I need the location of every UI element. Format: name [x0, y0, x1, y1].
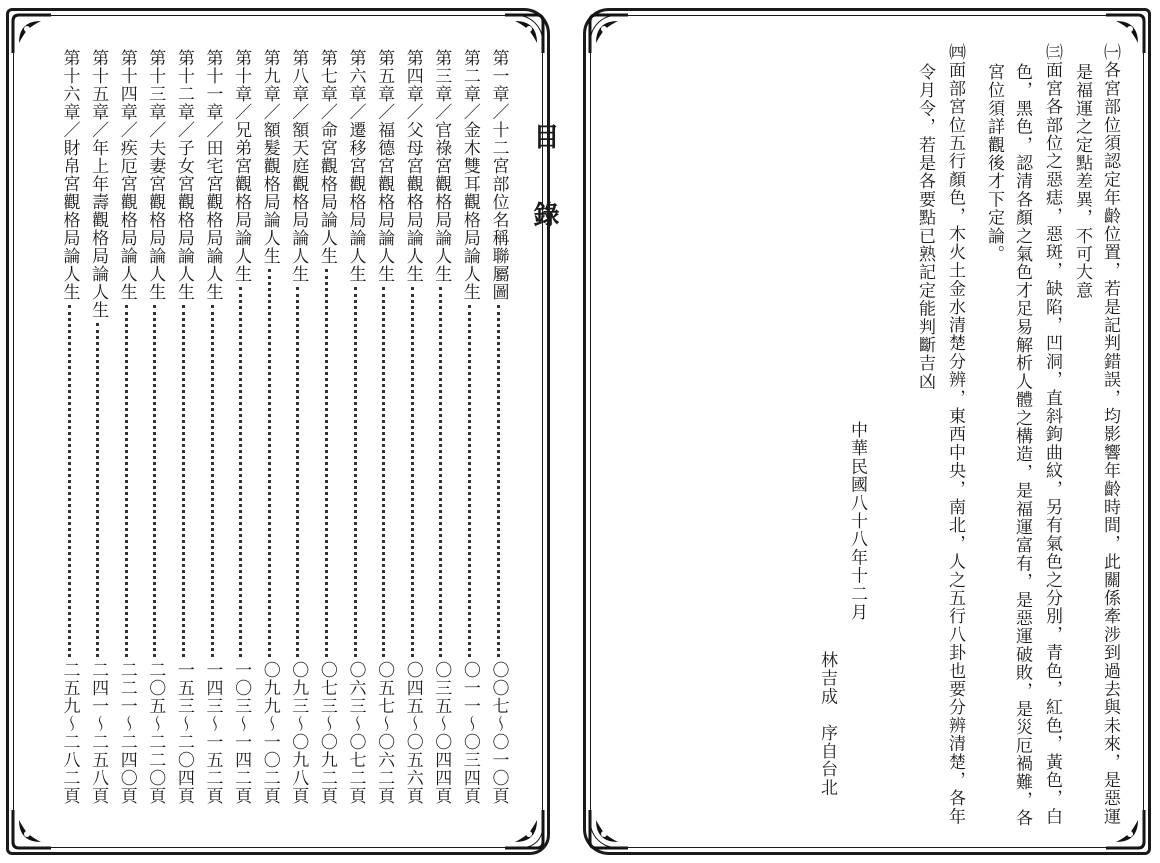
preface-line: 色，黑色，認清各顏之氣色才足易解析人體之構造，是福運富有，是惡運破敗，是災厄禍難，各	[1012, 63, 1032, 828]
toc-entry	[142, 49, 168, 805]
toc-entry	[342, 49, 368, 805]
toc-entry-title: 第十一章／田宅宮觀格局論人生	[202, 49, 223, 301]
toc-entry-title: 第十六章／財帛宮觀格局論人生	[59, 49, 80, 301]
toc-entry-pages: 〇九三〜〇九八頁	[288, 661, 309, 805]
toc-entry-pages: 〇九九〜一〇二頁	[259, 661, 280, 805]
toc-leader-dots	[153, 305, 156, 657]
toc-entry-title: 第三章／官祿宮觀格局論人生	[431, 49, 452, 283]
toc-leader-dots	[497, 305, 500, 657]
toc-entry	[399, 49, 425, 805]
toc-entry-pages: 一四三〜一五二頁	[202, 661, 223, 805]
toc-entry	[485, 49, 511, 805]
preface-line: ㈠各宮部位須認定年齡位置，若是記判錯誤，均影響年齡時間，此關係牽涉到過去與未來，是惡運	[1100, 43, 1120, 826]
toc-entry-title: 第十章／兄弟宮觀格局論人生	[231, 49, 252, 283]
toc-entry	[371, 49, 397, 805]
toc-entry-title: 第二章／金木雙耳觀格局論人生	[459, 49, 480, 301]
toc-leader-dots	[125, 305, 128, 657]
toc-entry	[256, 49, 282, 805]
toc-title: 目錄	[529, 123, 559, 279]
toc-entry	[285, 49, 311, 805]
toc-entry-pages: 二五九〜二八二頁	[59, 661, 80, 805]
toc-entry-pages: 〇四五〜〇五六頁	[402, 661, 423, 805]
preface-line: ㈣面部宮位五行顏色，木火土金水清楚分辨，東西中央，南北，人之五行八卦也要分辨清楚，各年	[945, 43, 965, 826]
corner-ornament-icon	[588, 808, 630, 850]
toc-entry-pages: 〇三五〜〇四四頁	[431, 661, 452, 805]
toc-entry-pages: 一〇三〜一四二頁	[231, 661, 252, 805]
preface-page	[583, 8, 1151, 855]
toc-entry	[170, 49, 196, 805]
toc-entry-title: 第十二章／子女宮觀格局論人生	[173, 49, 194, 301]
toc-entry	[85, 49, 111, 805]
preface-signature: 林吉成 序自台北	[817, 651, 837, 797]
toc-entry-title: 第九章／額髮觀格局論人生	[259, 49, 280, 265]
toc-entry-pages: 〇〇七〜〇一〇頁	[488, 661, 509, 805]
preface-line: 宮位須詳觀後才下定論。	[984, 63, 1004, 264]
toc-leader-dots	[211, 305, 214, 657]
toc-entry	[313, 49, 339, 805]
toc-entry	[228, 49, 254, 805]
corner-ornament-icon	[503, 808, 545, 850]
corner-ornament-icon	[11, 13, 53, 55]
toc-leader-dots	[354, 287, 357, 657]
toc-leader-dots	[382, 287, 385, 657]
toc-entry-title: 第十三章／夫妻宮觀格局論人生	[145, 49, 166, 301]
toc-entry-title: 第五章／福德宮觀格局論人生	[374, 49, 395, 283]
toc-entry-pages: 二四一〜二五八頁	[88, 661, 109, 805]
toc-leader-dots	[68, 305, 71, 657]
preface-line: ㈢面宮各部位之惡痣，惡斑，缺陷，凹洞，直斜鉤曲紋，另有氣色之分別，青色，紅色，黃色，白	[1042, 43, 1062, 826]
corner-ornament-icon	[588, 13, 630, 55]
toc-leader-dots	[96, 323, 99, 657]
toc-entry-title: 第七章／命宮觀格局論人生	[316, 49, 337, 265]
toc-entry-title: 第六章／遷移宮觀格局論人生	[345, 49, 366, 283]
toc-leader-dots	[182, 305, 185, 657]
toc-entry	[113, 49, 139, 805]
toc-leader-dots	[296, 287, 299, 657]
toc-leader-dots	[268, 269, 271, 657]
preface-date: 中華民國八十八年十二月	[847, 421, 867, 622]
toc-entry-pages: 一五三〜二〇四頁	[173, 661, 194, 805]
toc-entry	[456, 49, 482, 805]
toc-leader-dots	[239, 287, 242, 657]
toc-entry-pages: 〇五七〜〇六二頁	[374, 661, 395, 805]
toc-page	[6, 8, 559, 855]
toc-entry-title: 第十四章／疾厄宮觀格局論人生	[116, 49, 137, 301]
toc-entry-title: 第一章／十二宮部位名稱聯屬圖	[488, 49, 509, 301]
toc-entry-title: 第八章／額天庭觀格局論人生	[288, 49, 309, 283]
toc-leader-dots	[468, 305, 471, 657]
toc-leader-dots	[411, 287, 414, 657]
toc-entry-pages: 〇七三〜〇九二頁	[316, 661, 337, 805]
toc-entry	[428, 49, 454, 805]
toc-leader-dots	[325, 269, 328, 657]
toc-leader-dots	[439, 287, 442, 657]
preface-line: 令月令，若是各要點已熟記定能判斷吉凶	[915, 63, 935, 391]
toc-entry-pages: 〇一一〜〇三四頁	[459, 661, 480, 805]
preface-line: 是福運之定點差異，不可大意	[1072, 63, 1092, 300]
toc-entry	[199, 49, 225, 805]
toc-entry-title: 第十五章／年上年壽觀格局論人生	[88, 49, 109, 319]
toc-entry-title: 第四章／父母宮觀格局論人生	[402, 49, 423, 283]
toc-entry	[56, 49, 82, 805]
toc-entry-pages: 〇六三〜〇七二頁	[345, 661, 366, 805]
corner-ornament-icon	[11, 808, 53, 850]
toc-entry-pages: 二二一〜二四〇頁	[116, 661, 137, 805]
toc-entry-pages: 二〇五〜二二〇頁	[145, 661, 166, 805]
